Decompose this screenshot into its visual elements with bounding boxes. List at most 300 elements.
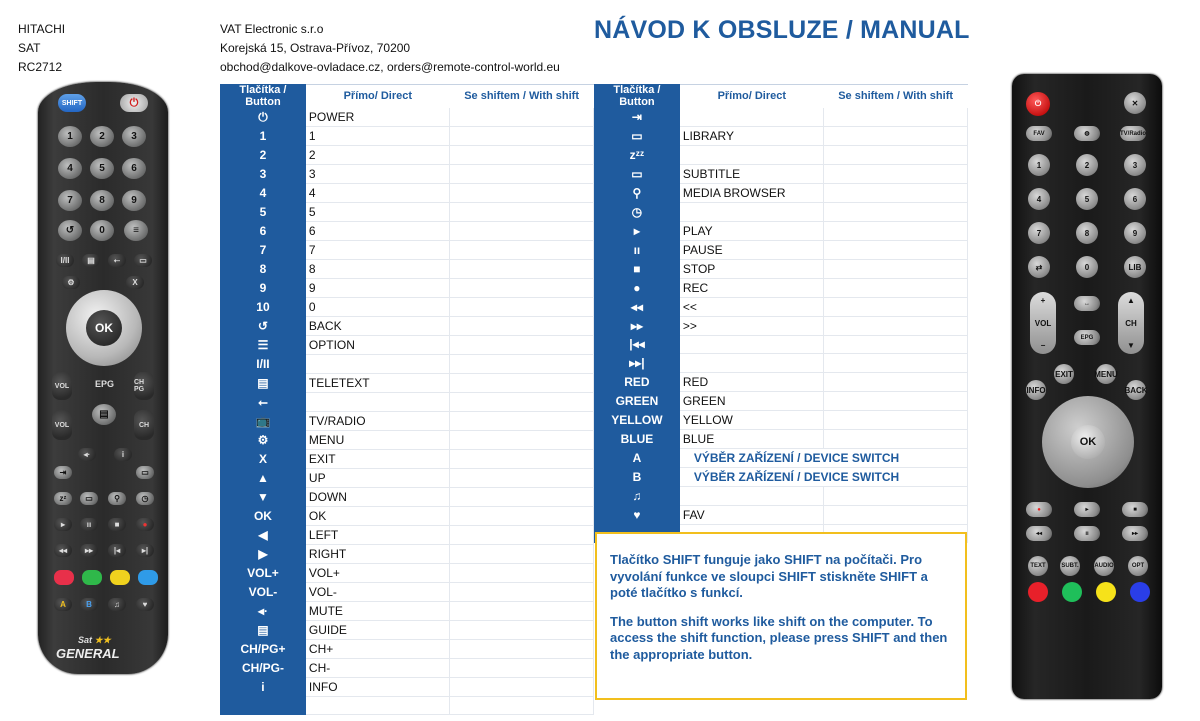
volume-down-button: VOL xyxy=(52,410,72,440)
mute-icon: ◂· xyxy=(220,601,306,620)
shift-function xyxy=(824,183,968,202)
down-arrow-icon: ▼ xyxy=(220,487,306,506)
up-arrow-icon: ▲ xyxy=(220,468,306,487)
direct-function: FAV xyxy=(680,505,824,524)
ok-button: OK xyxy=(1071,425,1105,459)
button-key-label: B xyxy=(594,467,680,486)
shift-function xyxy=(450,525,594,544)
number-button: 6 xyxy=(1124,188,1146,210)
left-arrow-icon: ◀ xyxy=(220,525,306,544)
number-button: 4 xyxy=(1028,188,1050,210)
shift-function xyxy=(824,372,968,391)
clock-icon: ◷ xyxy=(136,492,154,505)
shift-function xyxy=(450,658,594,677)
shift-function xyxy=(824,316,968,335)
shift-function xyxy=(824,240,968,259)
company-name: VAT Electronic s.r.o xyxy=(220,22,324,36)
table-row xyxy=(594,297,968,316)
shift-function xyxy=(824,259,968,278)
shift-function xyxy=(450,392,594,411)
color-button xyxy=(1062,582,1082,602)
direct-function: DOWN xyxy=(306,487,450,506)
button-key-label: 3 xyxy=(220,165,306,184)
skip-back-icon: |◂◂ xyxy=(594,335,680,354)
ok-button: OK xyxy=(86,310,122,346)
usb-icon: ⭠ xyxy=(220,392,306,411)
shift-function xyxy=(450,279,594,298)
power-icon: ⏻ xyxy=(220,108,306,127)
shift-function xyxy=(450,127,594,146)
number-button: 5 xyxy=(90,158,114,179)
table-row xyxy=(594,354,968,373)
power-icon: ⏻ xyxy=(1026,92,1050,116)
fav-button: FAV xyxy=(1026,126,1052,141)
number-button: 1 xyxy=(58,126,82,147)
button-key-label xyxy=(220,696,306,715)
direct-function: VÝBĚR ZAŘÍZENÍ / DEVICE SWITCH xyxy=(680,448,968,467)
skip-forward-icon: ▸| xyxy=(136,544,154,557)
tv-radio-icon: ▭ xyxy=(134,254,152,267)
skip-back-icon: |◂ xyxy=(108,544,126,557)
subtitle-icon: ▭ xyxy=(594,164,680,183)
shift-function xyxy=(450,696,594,715)
table-row xyxy=(594,391,968,410)
fast-forward-icon: ▸▸ xyxy=(80,544,98,557)
table-row xyxy=(594,183,968,202)
play-icon: ▸ xyxy=(594,221,680,240)
device-b-button: B xyxy=(80,598,98,611)
direct-function: UP xyxy=(306,468,450,487)
direct-function xyxy=(680,335,824,354)
direct-function: MENU xyxy=(306,430,450,449)
button-table-left xyxy=(220,84,594,715)
color-button xyxy=(1096,582,1116,602)
table-row xyxy=(220,336,594,355)
color-button xyxy=(1028,582,1048,602)
guide-icon: ▤ xyxy=(220,620,306,639)
shift-function xyxy=(824,108,968,127)
shift-note-czech: Tlačítko SHIFT funguje jako SHIFT na počítači. Pro vyvolání funkce ve sloupci SHIFT stiskněte SHIFT a poté tlačítko s funkcí. xyxy=(610,552,928,600)
record-icon: ● xyxy=(136,518,154,531)
channel-rocker: ▲ CH ▼ xyxy=(1118,292,1144,354)
table-row xyxy=(594,127,968,146)
stop-icon: ■ xyxy=(108,518,126,531)
button-key-label: 6 xyxy=(220,222,306,241)
direct-function: STOP xyxy=(680,259,824,278)
table-header-row xyxy=(220,84,594,108)
color-button xyxy=(82,570,102,585)
table-row xyxy=(220,601,594,620)
epg-button: EPG xyxy=(1074,330,1100,345)
button-key-label: 10 xyxy=(220,298,306,317)
button-table-right xyxy=(594,84,968,543)
button-key-label: CH/PG+ xyxy=(220,639,306,658)
table-header-row xyxy=(594,84,968,108)
shift-function xyxy=(450,222,594,241)
globe-icon: ◍ xyxy=(1074,126,1100,141)
direct-function: MUTE xyxy=(306,601,450,620)
general-logo: Sat ★★ GENERAL xyxy=(56,635,120,661)
shift-function xyxy=(824,429,968,448)
audio-mode-icon: I/II xyxy=(56,254,74,267)
record-icon: ● xyxy=(1026,502,1052,517)
clock-icon: ◷ xyxy=(594,202,680,221)
direct-function: CH- xyxy=(306,658,450,677)
audio-mode-icon: I/II xyxy=(220,355,306,374)
table-row xyxy=(220,449,594,468)
info-button: INFO xyxy=(1026,380,1046,400)
table-row xyxy=(220,146,594,165)
direct-function: TV/RADIO xyxy=(306,411,450,430)
shift-function xyxy=(450,336,594,355)
number-button: 3 xyxy=(1124,154,1146,176)
table-row xyxy=(220,184,594,203)
color-button xyxy=(1130,582,1150,602)
direct-function: SUBTITLE xyxy=(680,164,824,183)
shift-function xyxy=(450,108,594,127)
option-lines-icon: ≡ xyxy=(124,220,148,241)
direct-function: INFO xyxy=(306,677,450,696)
table-row xyxy=(594,372,968,391)
table-row xyxy=(220,260,594,279)
power-icon: ⏻ xyxy=(120,94,148,112)
table-body xyxy=(220,108,594,715)
table-row xyxy=(594,335,968,354)
column-header-shift: Se shiftem / With shift xyxy=(838,90,954,102)
direct-function: VOL+ xyxy=(306,563,450,582)
direct-function: 5 xyxy=(306,203,450,222)
number-button: 2 xyxy=(1076,154,1098,176)
shift-function xyxy=(450,639,594,658)
back-button: BACK xyxy=(1126,380,1146,400)
shift-function xyxy=(450,601,594,620)
table-row xyxy=(220,506,594,525)
direct-function: OPTION xyxy=(306,336,450,355)
table-row xyxy=(220,317,594,336)
button-key-label: OK xyxy=(220,506,306,525)
pause-icon: ıı xyxy=(1074,526,1100,541)
table-row xyxy=(594,259,968,278)
button-key-label: 7 xyxy=(220,241,306,260)
direct-function xyxy=(680,202,824,221)
table-row xyxy=(594,505,968,524)
direct-function: 6 xyxy=(306,222,450,241)
table-row xyxy=(220,563,594,582)
music-note-icon: ♫ xyxy=(594,486,680,505)
button-key-label: 1 xyxy=(220,127,306,146)
library-icon: ▭ xyxy=(136,466,154,479)
shift-function xyxy=(450,487,594,506)
table-row xyxy=(220,279,594,298)
shift-function xyxy=(824,146,968,165)
number-button: 3 xyxy=(122,126,146,147)
record-icon: ● xyxy=(594,278,680,297)
fast-forward-icon: ▸▸ xyxy=(1122,526,1148,541)
direct-function: MEDIA BROWSER xyxy=(680,183,824,202)
model-number: RC2712 xyxy=(18,60,63,74)
number-button: 0 xyxy=(1076,256,1098,278)
shift-function xyxy=(824,505,968,524)
shift-function xyxy=(450,449,594,468)
number-button: 8 xyxy=(90,190,114,211)
shift-function xyxy=(450,373,594,392)
number-button: 7 xyxy=(1028,222,1050,244)
shift-function xyxy=(824,297,968,316)
gear-icon: ⚙ xyxy=(62,276,80,289)
color-button xyxy=(110,570,130,585)
number-button: 4 xyxy=(58,158,82,179)
exit-button: EXIT xyxy=(1054,364,1074,384)
tv-radio-icon: 📺 xyxy=(220,411,306,430)
button-key-label: A xyxy=(594,448,680,467)
button-key-label: BLUE xyxy=(594,429,680,448)
brand-name: HITACHI xyxy=(18,22,66,36)
swap-icon: ↔ xyxy=(1074,296,1100,311)
table-row xyxy=(220,430,594,449)
stop-icon: ■ xyxy=(1122,502,1148,517)
shift-function xyxy=(824,335,968,354)
device-info xyxy=(18,20,65,77)
direct-function: GREEN xyxy=(680,391,824,410)
table-row xyxy=(220,222,594,241)
company-info xyxy=(220,20,560,77)
volume-rocker: + VOL − xyxy=(1030,292,1056,354)
shift-function xyxy=(450,582,594,601)
pause-icon: ıı xyxy=(80,518,98,531)
shift-function xyxy=(824,391,968,410)
shift-function xyxy=(450,203,594,222)
direct-function xyxy=(306,392,450,411)
direct-function xyxy=(306,355,450,374)
page-title: NÁVOD K OBSLUZE / MANUAL xyxy=(594,16,970,44)
table-row xyxy=(220,639,594,658)
direct-function: >> xyxy=(680,316,824,335)
option-lines-icon: ☰ xyxy=(220,336,306,355)
button-key-label: CH/PG- xyxy=(220,658,306,677)
shift-function xyxy=(450,184,594,203)
button-key-label: 4 xyxy=(220,184,306,203)
shift-function xyxy=(450,411,594,430)
table-row xyxy=(220,582,594,601)
shift-function xyxy=(450,544,594,563)
audio-button: AUDIO xyxy=(1094,556,1114,576)
table-row xyxy=(220,373,594,392)
table-row xyxy=(220,203,594,222)
shift-note-english: The button shift works like shift on the computer. To access the shift function, please press SHIFT and then the appropriate button. xyxy=(610,613,948,662)
table-row xyxy=(594,278,968,297)
direct-function: BLUE xyxy=(680,429,824,448)
direct-function xyxy=(680,108,824,127)
direct-function: BACK xyxy=(306,317,450,336)
direct-function xyxy=(680,146,824,165)
shift-function xyxy=(450,165,594,184)
device-type: SAT xyxy=(18,41,41,55)
table-row xyxy=(594,429,968,448)
direct-function: PLAY xyxy=(680,221,824,240)
rewind-icon: ◂◂ xyxy=(54,544,72,557)
table-row xyxy=(594,202,968,221)
channel-up-button: CH PG xyxy=(134,372,154,400)
column-header-button: Tlačítka / Button xyxy=(220,84,306,108)
shift-button: SHIFT xyxy=(58,94,86,112)
shift-function xyxy=(824,164,968,183)
menu-button: MENU xyxy=(1096,364,1116,384)
subtitle-button: SUBT. xyxy=(1060,556,1080,576)
direct-function: 0 xyxy=(306,298,450,317)
input-source-icon: ⇥ xyxy=(54,466,72,479)
library-button: LIB xyxy=(1124,256,1146,278)
fast-forward-icon: ▸▸ xyxy=(594,316,680,335)
shift-function xyxy=(450,563,594,582)
rewind-icon: ◂◂ xyxy=(1026,526,1052,541)
remote-photo-right xyxy=(1012,74,1162,699)
table-row xyxy=(594,448,968,467)
button-key-label: X xyxy=(220,449,306,468)
table-row xyxy=(220,298,594,317)
right-arrow-icon: ▶ xyxy=(220,544,306,563)
shift-function xyxy=(824,202,968,221)
company-address: Korejská 15, Ostrava-Přívoz, 70200 xyxy=(220,41,411,55)
direct-function: POWER xyxy=(306,108,450,127)
column-header-direct: Přímo/ Direct xyxy=(717,90,787,102)
shift-function xyxy=(450,241,594,260)
color-button xyxy=(138,570,158,585)
number-button: 0 xyxy=(90,220,114,241)
direct-function: 8 xyxy=(306,260,450,279)
text-button: TEXT xyxy=(1028,556,1048,576)
table-row xyxy=(594,221,968,240)
library-icon: ▭ xyxy=(594,127,680,146)
number-button: 7 xyxy=(58,190,82,211)
shift-function xyxy=(450,620,594,639)
stop-icon: ■ xyxy=(594,259,680,278)
shift-function xyxy=(824,127,968,146)
direct-function: 3 xyxy=(306,165,450,184)
direct-function: TELETEXT xyxy=(306,373,450,392)
heart-icon: ♥ xyxy=(594,505,680,524)
shift-function xyxy=(824,278,968,297)
table-row xyxy=(220,392,594,411)
button-key-label: 9 xyxy=(220,279,306,298)
number-button: 9 xyxy=(1124,222,1146,244)
table-row xyxy=(220,108,594,127)
table-row xyxy=(594,240,968,259)
teletext-icon: ▤ xyxy=(220,373,306,392)
gear-icon: ⚙ xyxy=(220,430,306,449)
number-button: 8 xyxy=(1076,222,1098,244)
button-key-label: RED xyxy=(594,372,680,391)
number-button: 2 xyxy=(90,126,114,147)
table-row xyxy=(594,164,968,183)
music-note-icon: ♫ xyxy=(108,598,126,611)
device-a-button: A xyxy=(54,598,72,611)
table-row xyxy=(220,355,594,374)
play-icon: ▸ xyxy=(54,518,72,531)
number-button: 1 xyxy=(1028,154,1050,176)
option-button: OPT xyxy=(1128,556,1148,576)
direct-function: VÝBĚR ZAŘÍZENÍ / DEVICE SWITCH xyxy=(680,467,968,486)
direct-function: YELLOW xyxy=(680,410,824,429)
shift-function xyxy=(450,468,594,487)
volume-up-button: VOL xyxy=(52,372,72,400)
info-icon: i xyxy=(114,448,132,461)
number-button: 6 xyxy=(122,158,146,179)
direct-function: LIBRARY xyxy=(680,127,824,146)
back-arrow-icon: ↺ xyxy=(220,317,306,336)
column-header-direct: Přímo/ Direct xyxy=(343,90,413,102)
shift-function xyxy=(450,430,594,449)
table-row xyxy=(220,620,594,639)
table-row xyxy=(220,525,594,544)
heart-icon: ♥ xyxy=(136,598,154,611)
table-row xyxy=(220,127,594,146)
direct-function: 1 xyxy=(306,127,450,146)
search-icon: ⚲ xyxy=(594,183,680,202)
direct-function: OK xyxy=(306,506,450,525)
mute-icon: ✕ xyxy=(1124,92,1146,114)
table-row xyxy=(220,544,594,563)
button-key-label: 5 xyxy=(220,203,306,222)
direct-function xyxy=(680,486,824,505)
direct-function: 7 xyxy=(306,241,450,260)
direct-function: VOL- xyxy=(306,582,450,601)
dpad xyxy=(66,290,142,366)
number-button: 9 xyxy=(122,190,146,211)
table-row xyxy=(594,467,968,486)
direct-function: EXIT xyxy=(306,449,450,468)
shift-function xyxy=(450,298,594,317)
direct-function: PAUSE xyxy=(680,240,824,259)
direct-function: 2 xyxy=(306,146,450,165)
rewind-icon: ◂◂ xyxy=(594,297,680,316)
number-button: 5 xyxy=(1076,188,1098,210)
shift-note-box xyxy=(595,532,967,700)
shift-function xyxy=(824,410,968,429)
swap-icon: ⇄ xyxy=(1028,256,1050,278)
skip-forward-icon: ▸▸| xyxy=(594,354,680,373)
table-row xyxy=(594,486,968,505)
epg-label: EPG xyxy=(95,379,115,389)
table-row xyxy=(220,487,594,506)
button-key-label: YELLOW xyxy=(594,410,680,429)
table-row xyxy=(220,411,594,430)
direct-function: REC xyxy=(680,278,824,297)
column-header-button: Tlačítka / Button xyxy=(594,84,680,108)
direct-function: LEFT xyxy=(306,525,450,544)
button-key-label: VOL- xyxy=(220,582,306,601)
table-row xyxy=(594,146,968,165)
direct-function xyxy=(680,354,824,373)
shift-function xyxy=(450,317,594,336)
table-row xyxy=(594,108,968,127)
subtitle-icon: ▭ xyxy=(80,492,98,505)
table-row xyxy=(220,165,594,184)
shift-function xyxy=(450,677,594,696)
table-body xyxy=(594,108,968,543)
table-row xyxy=(594,410,968,429)
direct-function: << xyxy=(680,297,824,316)
search-icon: ⚲ xyxy=(108,492,126,505)
table-row xyxy=(220,468,594,487)
table-row xyxy=(220,241,594,260)
shift-function xyxy=(450,260,594,279)
shift-function xyxy=(450,506,594,525)
table-row xyxy=(220,696,594,715)
shift-function xyxy=(824,354,968,373)
shift-function xyxy=(450,355,594,374)
button-key-label: i xyxy=(220,677,306,696)
table-row xyxy=(594,316,968,335)
